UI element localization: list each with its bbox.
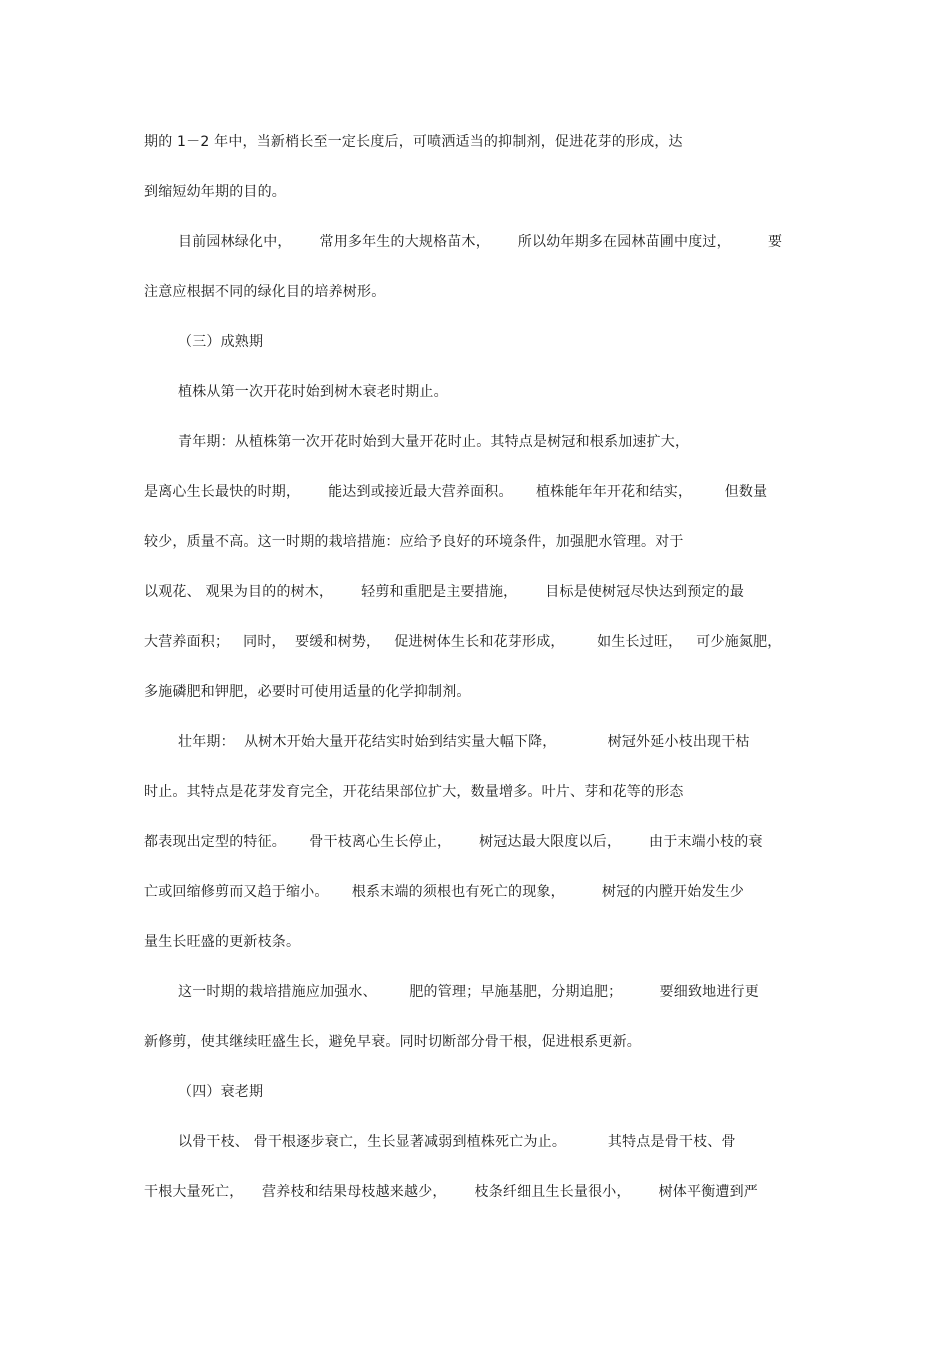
text-line: 到缩短幼年期的目的。 [144,184,286,200]
section-heading: （三）成熟期 [178,334,264,350]
text-line: 量生长旺盛的更新枝条。 [144,934,301,950]
text-line: 青年期：从植株第一次开花时始到大量开花时止。其特点是树冠和根系加速扩大， [178,434,690,450]
text-line: 都表现出定型的特征。 骨干枝离心生长停止， 树冠达最大限度以后， 由于末端小枝的衰 [144,834,763,850]
text-line: 植株从第一次开花时始到树木衰老时期止。 [178,384,448,400]
text-line: 新修剪，使其继续旺盛生长，避免早衰。同时切断部分骨干根，促进根系更新。 [144,1034,641,1050]
text-line: 以观花、 观果为目的的树木， 轻剪和重肥是主要措施， 目标是使树冠尽快达到预定的最 [144,584,745,600]
text-line: 较少，质量不高。这一时期的栽培措施：应给予良好的环境条件，加强肥水管理。对于 [144,534,684,550]
text-line: 亡或回缩修剪而又趋于缩小。 根系末端的须根也有死亡的现象， 树冠的内膛开始发生少 [144,884,745,900]
text-line: 是离心生长最快的时期， 能达到或接近最大营养面积。 植株能年年开花和结实， 但数量 [144,484,768,500]
text-line: 大营养面积； 同时， 要缓和树势， 促进树体生长和花芽形成， 如生长过旺， 可少施氮肥， [144,634,782,650]
text-line: 以骨干枝、 骨干根逐步衰亡，生长显著减弱到植株死亡为止。 其特点是骨干枝、骨 [178,1134,736,1150]
section-heading: （四）衰老期 [178,1084,264,1100]
text-line: 干根大量死亡， 营养枝和结果母枝越来越少， 枝条纤细且生长量很小， 树体平衡遭到严 [144,1184,759,1200]
text-line: 期的 1－2 年中，当新梢长至一定长度后，可喷洒适当的抑制剂，促进花芽的形成，达 [144,134,683,150]
text-line: 多施磷肥和钾肥，必要时可使用适量的化学抑制剂。 [144,684,471,700]
text-line: 时止。其特点是花芽发育完全，开花结果部位扩大，数量增多。叶片、芽和花等的形态 [144,784,684,800]
text-line: 注意应根据不同的绿化目的培养树形。 [144,284,386,300]
text-line: 壮年期： 从树木开始大量开花结实时始到结实量大幅下降， 树冠外延小枝出现干枯 [178,734,750,750]
text-line: 目前园林绿化中， 常用多年生的大规格苗木， 所以幼年期多在园林苗圃中度过， 要 [178,234,783,250]
text-line: 这一时期的栽培措施应加强水、 肥的管理；早施基肥，分期追肥； 要细致地进行更 [178,984,759,1000]
